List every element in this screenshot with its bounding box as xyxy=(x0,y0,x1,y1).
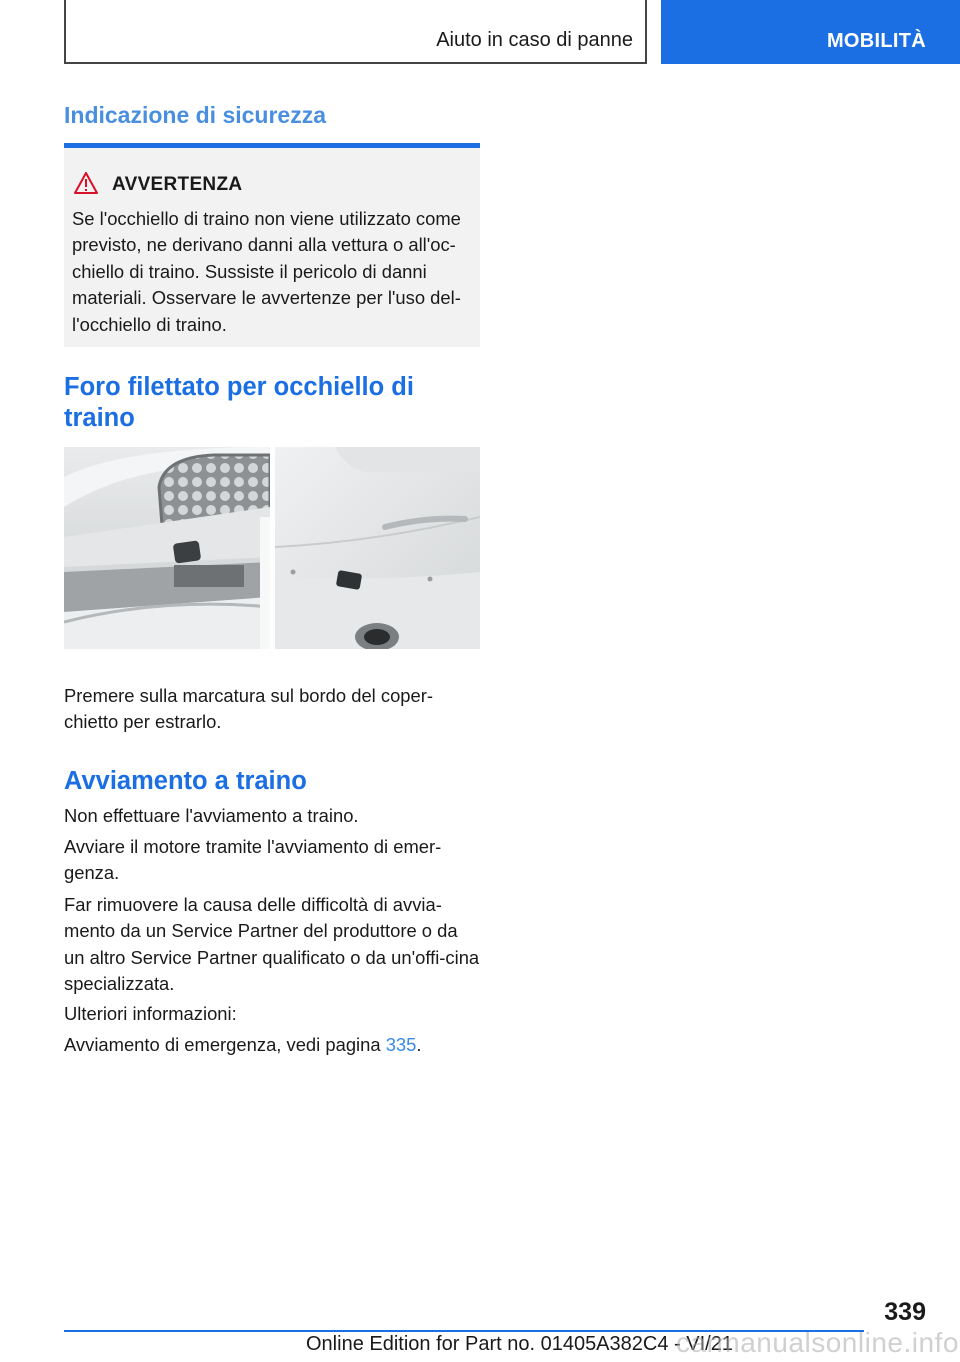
header-section-tab xyxy=(661,0,960,64)
header-chapter-box xyxy=(64,0,647,64)
tow-start-p1: Non effettuare l'avviamento a traino. xyxy=(64,805,359,826)
tow-start-p5 xyxy=(64,1032,480,1058)
tow-start-heading: Avviamento a traino xyxy=(64,767,307,795)
warning-title: AVVERTENZA xyxy=(112,174,243,195)
footer-edition: Online Edition for Part no. 01405A382C4 - VI/21 xyxy=(306,1333,733,1355)
tow-start-p5-suffix: . xyxy=(416,1034,422,1055)
safety-heading: Indicazione di sicurezza xyxy=(64,102,327,128)
header-chapter-title: Aiuto in caso di panne xyxy=(436,29,633,51)
tow-start-p2: Avviare il motore tramite l'avviamento di emer-genza. xyxy=(64,836,442,884)
warning-text: Se l'occhiello di traino non viene utilizzato come previsto, ne derivano danni alla vettura o all'oc-chiello di traino. Sussiste il pericolo di danni materiali. Osservare le avvertenze per l'uso del-l'occhiello di traino. xyxy=(72,208,461,335)
threaded-hole-heading: Foro filettato per occhiello di traino xyxy=(64,373,414,432)
header-section-title: MOBILITÀ xyxy=(826,30,926,52)
tow-start-p4: Ulteriori informazioni: xyxy=(64,1003,237,1024)
threaded-hole-text: Premere sulla marcatura sul bordo del coper-chietto per estrarlo. xyxy=(64,685,433,733)
page-reference-link[interactable]: 335 xyxy=(385,1034,417,1055)
tow-start-p5-text: Avviamento di emergenza, vedi pagina xyxy=(64,1034,386,1055)
tow-start-p3: Far rimuovere la causa delle difficoltà di avvia-mento da un Service Partner del produttore o da un altro Service Partner qualificato o da un'offi-cina specializzata. xyxy=(64,894,480,995)
warning-box xyxy=(64,143,480,347)
page-number: 339 xyxy=(884,1298,926,1326)
warning-triangle-icon xyxy=(74,172,98,194)
rear-bumper-photo xyxy=(275,447,480,649)
watermark: carmanualsonline.info xyxy=(676,1327,959,1358)
front-bumper-photo xyxy=(64,447,270,649)
